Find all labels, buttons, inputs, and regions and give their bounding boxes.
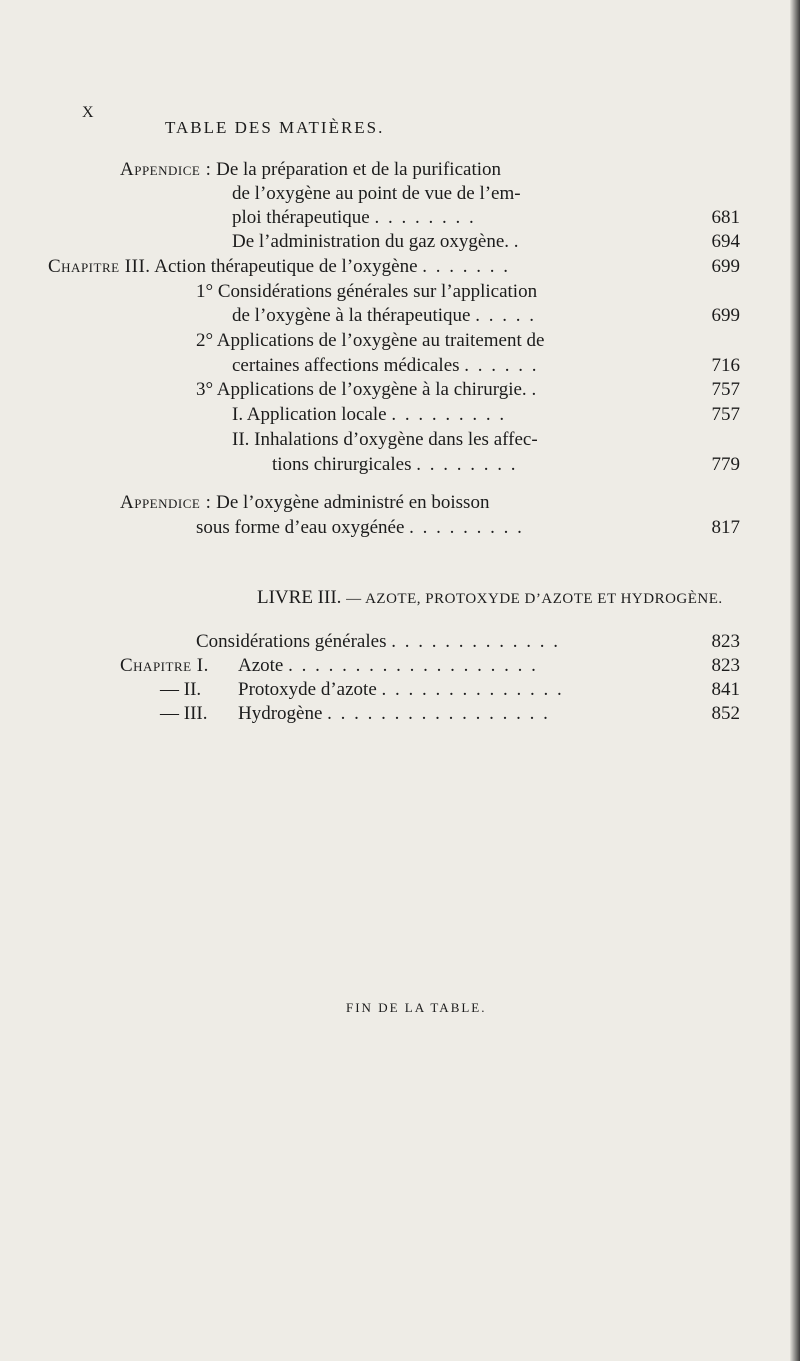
entry-text: De l’administration du gaz oxygène. (232, 231, 510, 252)
toc-entry-considerations (196, 630, 560, 654)
page-number: 823 (711, 631, 740, 652)
entry-text: II. Inhalations d’oxygène dans les affec- (232, 429, 538, 450)
toc-entry-line (232, 428, 538, 452)
entry-text: I. Application locale (232, 404, 387, 425)
entry-text: Hydrogène (238, 703, 323, 724)
toc-entry-line (196, 378, 538, 402)
livre-title: — AZOTE, PROTOXYDE D’AZOTE ET HYDROGÈNE. (346, 591, 723, 607)
leader-dots: . . . . . . . . . . . . . (391, 631, 560, 652)
leader-dots: . . . . . . . (422, 256, 511, 277)
toc-entry-line (232, 403, 506, 427)
leader-dots: . (531, 379, 539, 400)
leader-dots: . . . . . . . . (416, 454, 518, 475)
livre-label: LIVRE III. (257, 587, 342, 608)
leader-dots: . . . . . (475, 305, 536, 326)
toc-entry-line (232, 182, 521, 206)
page-number: 757 (711, 379, 740, 400)
toc-entry-line (232, 304, 536, 328)
toc-entry-line (232, 230, 521, 254)
leader-dots: . (513, 231, 521, 252)
entry-text: Azote (238, 655, 284, 676)
running-title: TABLE DES MATIÈRES. (165, 118, 385, 137)
page-number: 699 (711, 256, 740, 277)
entry-text: tions chirurgicales (272, 454, 412, 475)
toc-entry-chapitre-3 (48, 255, 510, 279)
toc-entry-line (196, 280, 537, 304)
entry-text: 3° Applications de l’oxygène à la chirurgie. (196, 379, 527, 400)
entry-text: sous forme d’eau oxygénée (196, 517, 405, 538)
page-number: 716 (711, 355, 740, 376)
entry-text: de l’oxygène au point de vue de l’em- (232, 183, 521, 204)
entry-text: certaines affections médicales (232, 355, 460, 376)
entry-label: Chapitre III. (48, 256, 151, 277)
toc-entry-hydrogene (160, 702, 550, 726)
entry-text: Protoxyde d’azote (238, 679, 377, 700)
page-folio: X (82, 104, 94, 121)
entry-label: Appendice : (120, 159, 212, 180)
entry-label: Chapitre I. (120, 655, 209, 676)
entry-text: de l’oxygène à la thérapeutique (232, 305, 471, 326)
leader-dots: . . . . . . . . . . . . . . . . . (327, 703, 550, 724)
livre-heading (257, 586, 723, 611)
page-number: 681 (711, 207, 740, 228)
toc-entry-appendice-1 (120, 158, 501, 182)
leader-dots: . . . . . . . . . . . . . . (381, 679, 564, 700)
toc-entry-line (232, 206, 476, 230)
page-number: 823 (711, 655, 740, 676)
leader-dots: . . . . . . . . . (391, 404, 507, 425)
entry-text: De l’oxygène administré en boisson (216, 492, 490, 513)
page-number: 757 (711, 404, 740, 425)
entry-label: — III. (160, 703, 208, 724)
toc-entry-line (196, 329, 544, 353)
entry-text: ploi thérapeutique (232, 207, 370, 228)
leader-dots: . . . . . . . . . . . . . . . . . . . (288, 655, 538, 676)
page-number: 699 (711, 305, 740, 326)
end-of-table: FIN DE LA TABLE. (346, 1000, 487, 1015)
entry-label: — II. (160, 679, 202, 700)
leader-dots: . . . . . . . . . (409, 517, 524, 538)
page-number: 779 (711, 454, 740, 475)
toc-entry-line (232, 354, 539, 378)
page-number: 694 (711, 231, 740, 252)
toc-entry-line (196, 516, 524, 540)
page-number: 841 (711, 679, 740, 700)
entry-text: Action thérapeutique de l’oxygène (154, 256, 418, 277)
entry-text: 2° Applications de l’oxygène au traitement de (196, 330, 545, 351)
entry-label: Appendice : (120, 492, 212, 513)
entry-text: 1° Considérations générales sur l’application (196, 281, 538, 302)
page-edge-shadow (790, 0, 800, 1361)
entry-text: De la préparation et de la purification (216, 159, 501, 180)
toc-entry-protoxyde (160, 678, 564, 702)
toc-entry-appendice-2 (120, 491, 489, 515)
page-number: 817 (711, 517, 740, 538)
toc-entry-line (272, 453, 517, 477)
leader-dots: . . . . . . (464, 355, 539, 376)
toc-entry-azote (120, 654, 538, 678)
leader-dots: . . . . . . . . (374, 207, 476, 228)
page-number: 852 (711, 703, 740, 724)
entry-text: Considérations générales (196, 631, 387, 652)
